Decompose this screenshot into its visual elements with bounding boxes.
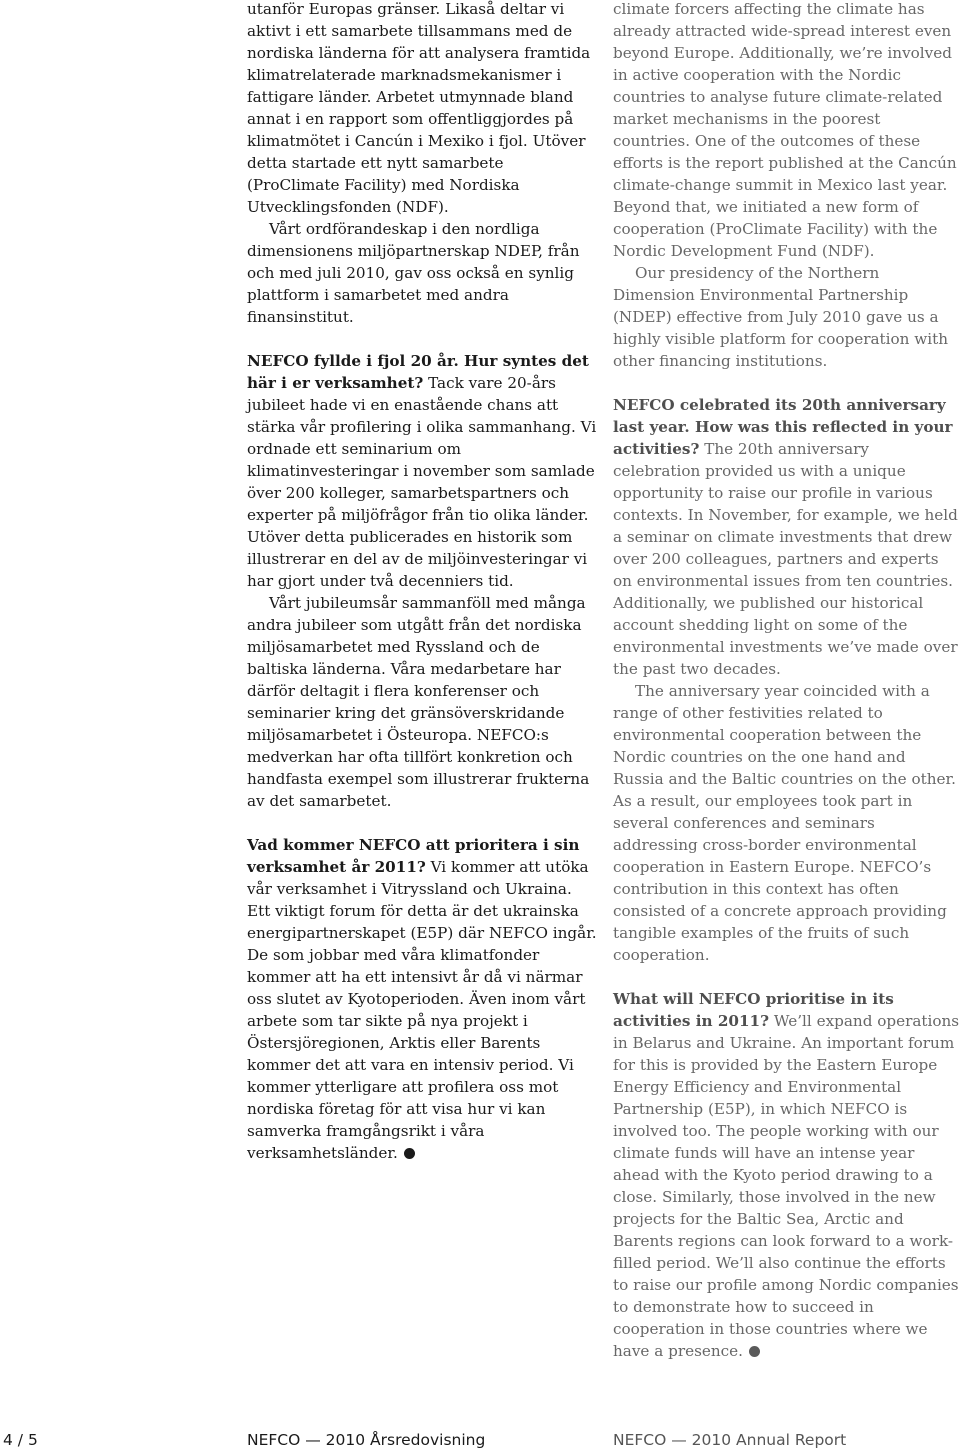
- en-anniversary-answer: [613, 394, 960, 680]
- sv-anniversary-answer-text: Tack vare 20-års jubileet hade vi en enastående chans att stärka vår profilering i olika sammanhang. Vi ordnade ett seminarium om klimatinvesteringar i november som samlade över 200 kolleger, samarbetspartners och experter på miljöfrågor från tio olika länder. Utöver detta publicerades en historik som illustrerar en del av de miljöinvesteringar vi har gjort under två decenniers tid.: [247, 374, 597, 590]
- sv-priorities-question: Vad kommer NEFCO att prioritera i sin verksamhet år 2011?: [247, 836, 580, 876]
- sv-anniversary-question: NEFCO fyllde i fjol 20 år. Hur syntes det här i er verksamhet?: [247, 352, 589, 392]
- en-ndep-paragraph: Our presidency of the Northern Dimension Environmental Partnership (NDEP) effective from July 2010 gave us a highly visible platform for cooperation with other financing institutions.: [613, 264, 949, 370]
- sv-anniversary-answer: [247, 350, 597, 592]
- sv-jubilee-paragraph: Vårt jubileumsår sammanföll med många andra jubileer som utgått från det nordiska miljösamarbetet med Ryssland och de baltiska länderna. Våra medarbetare har därför deltagit i flera konferenser och seminarier kring det gränsöverskridande miljösamarbetet i Östeuropa. NEFCO:s medverkan har ofta tillfört konkretion och handfasta exempel som illustrerar frukterna av det samarbetet.: [247, 594, 590, 810]
- footer-title-english: NEFCO — 2010 Annual Report: [613, 1431, 847, 1449]
- en-priorities-question: What will NEFCO prioritise in its activities in 2011?: [613, 990, 894, 1030]
- en-anniversary-question: NEFCO celebrated its 20th anniversary last year. How was this reflected in your activities?: [613, 396, 953, 458]
- swedish-column: [247, 0, 597, 1164]
- en-anniversary-answer-text: The 20th anniversary celebration provided us with a unique opportunity to raise our profile in various contexts. In November, for example, we held a seminar on climate investments that drew over 200 colleagues, partners and experts on environmental issues from ten countries. Additionally, we published our historical account shedding light on some of the environmental investments we’ve made over the past two decades.: [613, 440, 958, 678]
- end-bullet-icon: [404, 1148, 415, 1159]
- sv-intro-paragraph: utanför Europas gränser. Likaså deltar vi aktivt i ett samarbete tillsammans med de nordiska länderna för att analysera framtida klimatrelaterade marknadsmekanismer i fattigare länder. Arbetet utmynnade bland annat i en rapport som offentliggjordes på klimatmötet i Cancún i Mexiko i fjol. Utöver detta startade ett nytt samarbete (ProClimate Facility) med Nordiska Utvecklingsfonden (NDF).: [247, 0, 591, 216]
- footer-title-swedish: NEFCO — 2010 Årsredovisning: [247, 1431, 486, 1449]
- en-intro-paragraph: climate forcers affecting the climate has already attracted wide-spread interest even beyond Europe. Additionally, we’re involved in active cooperation with the Nordic countries to analyse future climate-related market mechanisms in the poorest countries. One of the outcomes of these efforts is the report published at the Cancún climate-change summit in Mexico last year. Beyond that, we initiated a new form of cooperation (ProClimate Facility) with the Nordic Development Fund (NDF).: [613, 0, 957, 260]
- en-priorities-answer-text: We’ll expand operations in Belarus and Ukraine. An important forum for this is provided by the Eastern Europe Energy Efficiency and Environmental Partnership (E5P), in which NEFCO is involved too. The people working with our climate funds will have an intense year ahead with the Kyoto period drawing to a close. Similarly, those involved in the new projects for the Baltic Sea, Arctic and Barents regions can look forward to a work-filled period. We’ll also continue the efforts to raise our profile among Nordic companies to demonstrate how to succeed in cooperation in those countries where we have a presence.: [613, 1012, 960, 1360]
- en-priorities-answer: [613, 988, 960, 1362]
- sv-ndep-paragraph: Vårt ordförandeskap i den nordliga dimensionens miljöpartnerskap NDEP, från och med juli 2010, gav oss också en synlig plattform i samarbetet med andra finansinstitut.: [247, 220, 580, 326]
- en-jubilee-paragraph: The anniversary year coincided with a range of other festivities related to environmental cooperation between the Nordic countries on the one hand and Russia and the Baltic countries on the other. As a result, our employees took part in several conferences and seminars addressing cross-border environmental cooperation in Eastern Europe. NEFCO’s contribution in this context has often consisted of a concrete approach providing tangible examples of the fruits of such cooperation.: [613, 682, 956, 964]
- end-bullet-icon: [749, 1346, 760, 1357]
- sv-priorities-answer-text: Vi kommer att utöka vår verksamhet i Vitryssland och Ukraina. Ett viktigt forum för detta är det ukrainska energipartnerskapet (E5P) där NEFCO ingår. De som jobbar med våra klimatfonder kommer att ha ett intensivt år då vi närmar oss slutet av Kyotoperioden. Även inom vårt arbete som tar sikte på nya projekt i Östersjöregionen, Arktis eller Barents kommer det att vara en intensiv period. Vi kommer ytterligare att profilera oss mot nordiska företag för att visa hur vi kan samverka framgångsrikt i våra verksamhetsländer.: [247, 858, 597, 1162]
- page-number: 4 / 5: [3, 1431, 38, 1449]
- english-column: [613, 0, 960, 1362]
- sv-priorities-answer: [247, 834, 597, 1164]
